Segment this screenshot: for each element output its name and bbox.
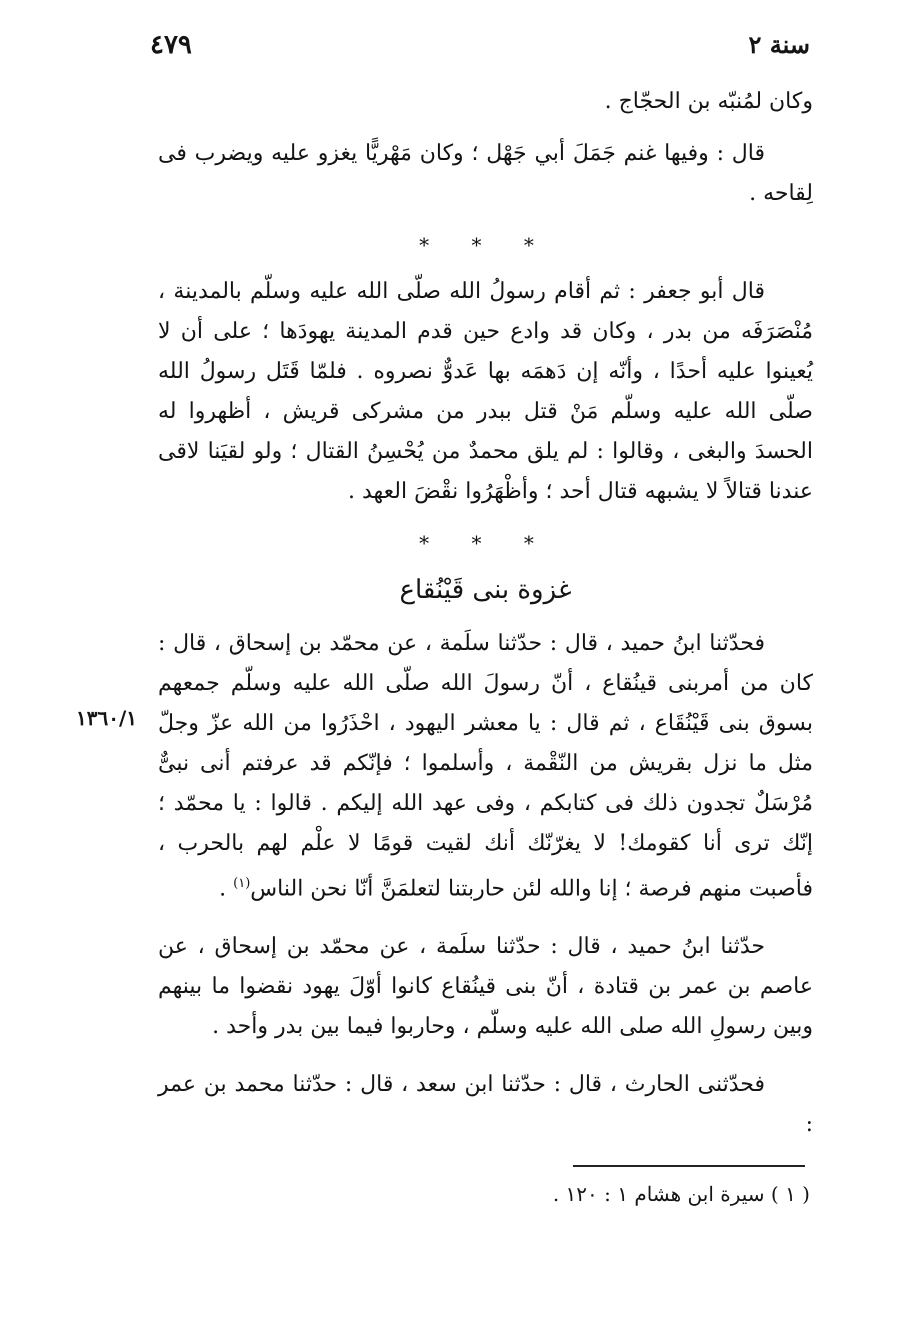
footnote-divider: [573, 1165, 805, 1167]
page-number: ٤٧٩: [150, 30, 192, 60]
paragraph-4: [158, 624, 813, 909]
footnote-marker: (١): [233, 876, 251, 891]
page-header: [150, 30, 810, 70]
paragraph-4-end: .: [219, 876, 234, 902]
margin-reference: ١٣٦٠/١: [76, 706, 138, 730]
paragraph-2: قال : وفيها غنم جَمَلَ أبي جَهْل ؛ وكان مَهْريًّا يغزو عليه ويضرب فى لِقاحه .: [158, 141, 813, 206]
footnote: ( ١ ) سيرة ابن هشام ١ : ١٢٠ .: [552, 1182, 810, 1206]
section-divider-stars: * * *: [419, 233, 552, 257]
paragraph-4-text: فحدّثنا ابنُ حميد ، قال : حدّثنا سلَمة ، عن محمّد بن إسحاق ، قال : كان من أمربنى قينُقاع ، أنّ رسولَ الله صلّى الله عليه وسلّم جمعهم بسوق بنى قَيْنُقَاع ، ثم قال : يا معشر اليهود ، احْذَرُوا من الله عزّ وجلّ مثل ما نزل بقريش من النّقْمة ، وأسلموا ؛ فإنّكم قد عرفتم أنى نبىٌّ مُرْسَلٌ تجدون ذلك فى كتابكم ، وفى عهد الله إليكم . قالوا : يا محمّد ؛ إنّك ترى أنا كقومك! لا يغرّنّك أنك لقيت قومًا لا علْم لهم بالحرب ، فأصبت منهم فرصة ؛ إنا والله لئن حاربتنا لتعلمَنَّ أنّا نحن الناس: [158, 631, 813, 902]
running-head: سنة ٢: [748, 30, 810, 59]
paragraph-5: حدّثنا ابنُ حميد ، قال : حدّثنا سلَمة ، عن محمّد بن إسحاق ، عن عاصم بن عمر بن قتادة ، أنّ بنى قينُقاع كانوا أوّلَ يهود نقضوا ما بينهم وبين رسولِ الله صلى الله عليه وسلّم ، وحاربوا فيما بين بدر وأحد .: [158, 934, 813, 1040]
main-text: [158, 82, 813, 1145]
paragraph-3: قال أبو جعفر : ثم أقام رسولُ الله صلّى الله عليه وسلّم بالمدينة ، مُنْصَرَفَه من بدر ، وكان قد وادع حين قدم المدينة يهودَها ؛ على أن لا يُعينوا عليه أحدًا ، وأنّه إن دَهمَه بها عَدوٌّ نصروه . فلمّا قَتَل رسولُ الله صلّى الله عليه وسلّم مَنْ قتل ببدر من مشركى قريش ، أظهروا له الحسدَ والبغى ، وقالوا : لم يلق محمدٌ من يُحْسِنُ القتال ؛ ولو لقيَنا لاقى عندنا قتالاً لا يشبهه قتال أحد ؛ وأظْهَرُوا نقْضَ العهد .: [158, 279, 813, 504]
paragraph-6: فحدّثنى الحارث ، قال : حدّثنا ابن سعد ، قال : حدّثنا محمد بن عمر :: [158, 1072, 813, 1138]
section-divider-stars: * * *: [419, 531, 552, 555]
section-title: غزوة بنى قَيْنُقاع: [399, 575, 572, 605]
paragraph-1: وكان لمُنبّه بن الحجّاج .: [604, 89, 813, 114]
